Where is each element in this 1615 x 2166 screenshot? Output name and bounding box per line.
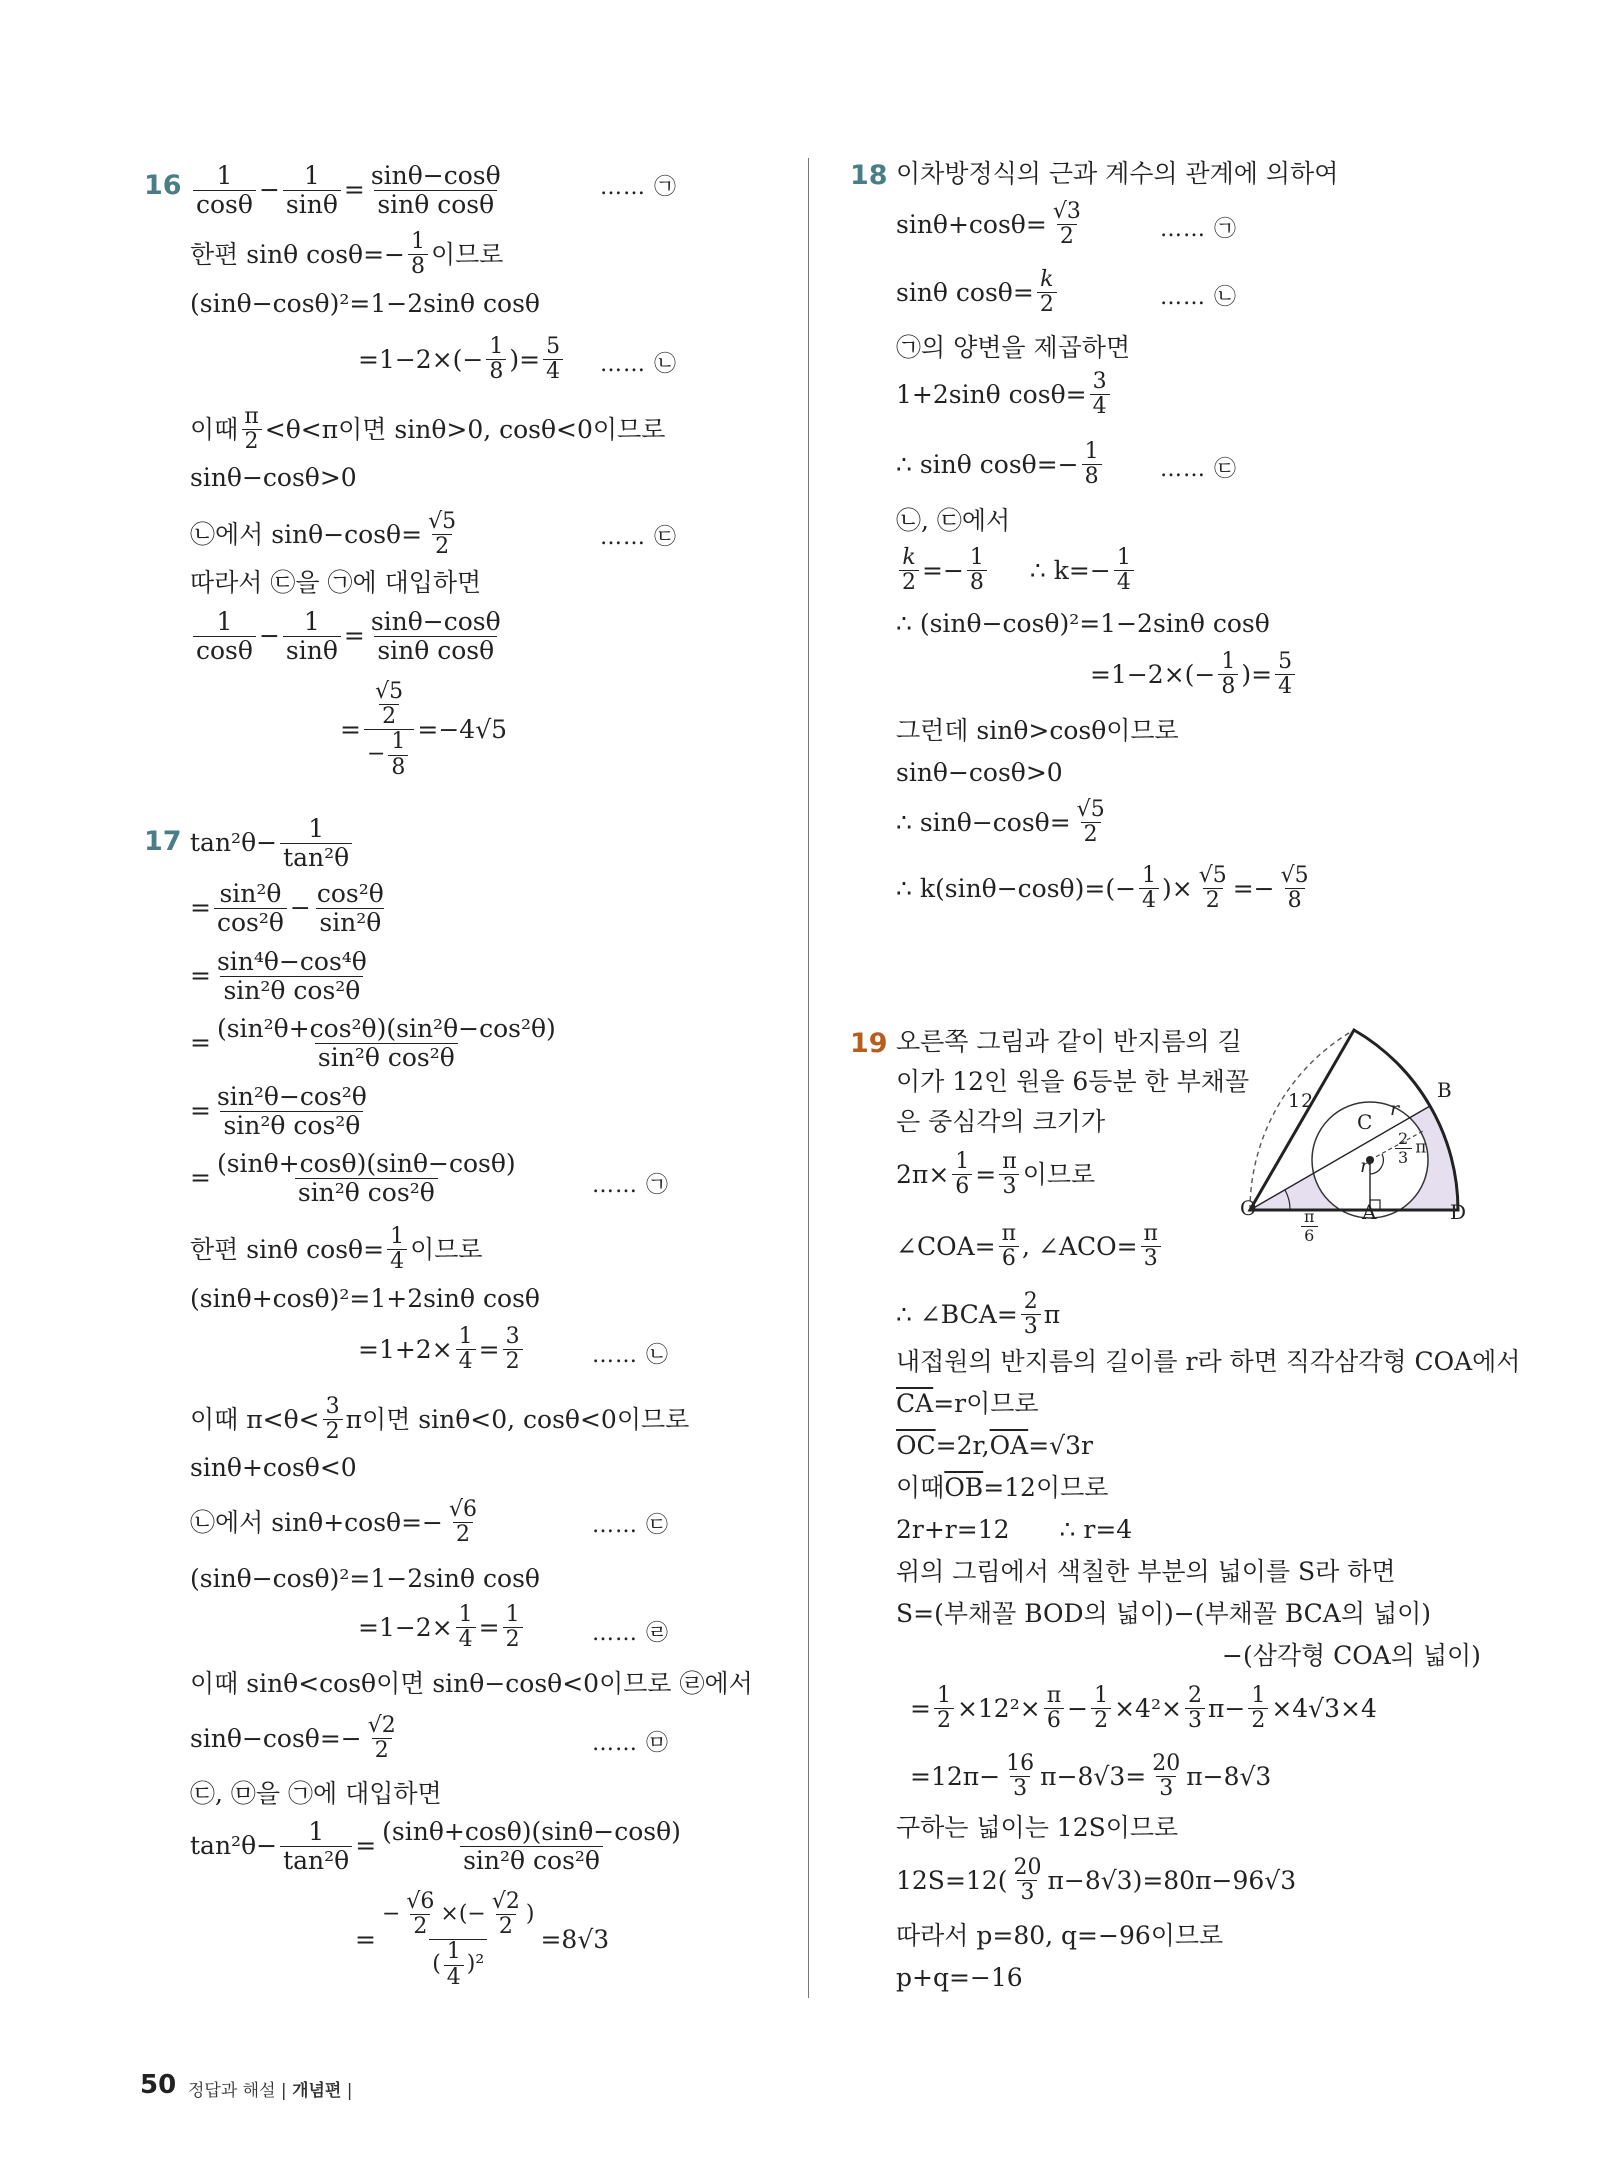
page-number: 50 [140,2070,177,2100]
p17-eq7: = − $\frac{√6}{2}$ ×(− $\frac{√2}{2}$ ) ( $\frac{1}{4}$ )² =8√3 [355,1889,610,1990]
p19-line4: ∠COA= $\frac{\pi}{6}$ , ∠ACO= $\frac{\pi}{3}$ [896,1222,1164,1271]
fig-label-angle-c: $\frac{2}{3}$ π [1392,1130,1427,1166]
p19-line11: 위의 그림에서 색칠한 부분의 넓이를 S라 하면 [896,1557,1396,1586]
fig-label-r1: r [1390,1098,1401,1120]
p17-line10: sinθ−cosθ=− $\frac{√2}{2}$ [190,1713,396,1764]
p19-line5: ∴ ∠BCA= $\frac{2}{3}$ π [896,1289,1061,1340]
p19-line18: 따라서 p=80, q=−96이므로 [896,1921,1224,1950]
p18-line7: $\frac{k}{2}$ =− $\frac{1}{8}$ ∴ k=− $\frac{1}{4}$ [896,546,1137,595]
p19-line3: 2π× $\frac{1}{6}$ = $\frac{\pi}{3}$ 이므로 [896,1149,1096,1200]
p17-eq2: = $\frac{\text{sin⁴θ−cos⁴θ}}{\text{sin²θ cos²θ}}$ [190,947,367,1005]
p17-eq5: = $\frac{(\sin\theta+\cos\theta)(\sin\theta-\cos\theta)}{\text{sin²θ cos²θ}}$ [190,1149,516,1207]
problem-number-16: 16 [144,170,182,201]
sector-figure [1230,1010,1480,1240]
fig-label-B: B [1437,1078,1453,1102]
fig-label-A: A [1362,1200,1378,1224]
p17-line7: (sinθ−cosθ)²=1−2sinθ cosθ [190,1564,540,1593]
p17-line6: ㉡에서 sinθ+cosθ=− $\frac{√6}{2}$ [190,1497,478,1548]
p17-line2: (sinθ+cosθ)²=1+2sinθ cosθ [190,1284,540,1313]
p18-line4: 1+2sinθ cosθ= $\frac{3}{4}$ [896,370,1113,419]
p19-line7: $\overline{CA}$ =r이므로 [896,1389,1039,1418]
p17-tag1: …… ㉠ [592,1173,669,1198]
p19-line19: p+q=−16 [896,1963,1023,1992]
p17-eq6: tan²θ− $\frac{1}{\text{tan²θ}}$ = $\frac{(\sin\theta+\cos\theta)(\sin\theta-\cos\theta)}{\text{sin²θ cos²θ}}$ [190,1817,681,1875]
p16-line7: 따라서 ㉢을 ㉠에 대입하면 [190,568,482,597]
fig-label-D: D [1450,1200,1468,1224]
p17-eq1: = $\frac{\text{sin²θ}}{\text{cos²θ}}$ − $\frac{\text{cos²θ}}{\text{sin²θ}}$ [190,879,384,937]
p18-tag1: …… ㉠ [1160,217,1237,242]
p16-eq1: $\frac{1}{\cos\theta}$ − $\frac{1}{\sin\theta}$ = $\frac{\sin\theta-\cos\theta}{\text{sinθ cosθ}}$ [190,162,507,218]
p19-line16: 구하는 넓이는 12S이므로 [896,1813,1179,1842]
problem-number-17: 17 [144,826,182,857]
p19-line13: −(삼각형 COA의 넓이) [1222,1641,1481,1670]
problem-number-18: 18 [850,160,888,191]
p16-line3: =1−2×(− $\frac{1}{8}$ )= $\frac{5}{4}$ [358,335,566,384]
p16-line5: sinθ−cosθ>0 [190,463,357,492]
p19-line15: =12π− $\frac{16}{3}$ π−8√3= $\frac{20}{3}$ π−8√3 [910,1751,1272,1802]
p17-tag2: …… ㉡ [592,1343,669,1368]
p16-eq2: $\frac{1}{\cos\theta}$ − $\frac{1}{\sin\theta}$ = $\frac{\sin\theta-\cos\theta}{\text{sinθ cosθ}}$ [190,608,507,664]
p18-line11: sinθ−cosθ>0 [896,758,1063,787]
p17-tag5: …… ㉤ [592,1731,669,1756]
problem-number-19: 19 [850,1028,888,1059]
p17-eq4: = $\frac{\text{sin²θ−cos²θ}}{\text{sin²θ cos²θ}}$ [190,1082,367,1140]
fig-label-angle-o: $\frac{\pi}{6}$ [1298,1208,1322,1244]
p18-tag3: …… ㉢ [1160,457,1237,482]
p19-line8: $\overline{OC}$ =2r, $\overline{OA}$ =√3r [896,1431,1093,1460]
p16-tag3: …… ㉢ [600,525,677,550]
p19-line17: 12S=12( $\frac{20}{3}$ π−8√3)=80π−96√3 [896,1855,1297,1906]
column-divider [808,158,809,1998]
p19-line10: 2r+r=12 ∴ r=4 [896,1515,1133,1544]
p19-line9: 이때 $\overline{OB}$ =12이므로 [896,1473,1109,1502]
fig-label-12: 12 [1288,1090,1315,1112]
p17-line0: tan²θ− $\frac{1}{\text{tan²θ}}$ [190,815,355,871]
p19-line6: 내접원의 반지름의 길이를 r라 하면 직각삼각형 COA에서 [896,1347,1521,1376]
p19-line0: 오른쪽 그림과 같이 반지름의 길 [896,1027,1242,1056]
p16-line6: ㉡에서 sinθ−cosθ= $\frac{√5}{2}$ [190,509,457,560]
p17-line3: =1+2× $\frac{1}{4}$ = $\frac{3}{2}$ [358,1325,526,1374]
p16-eq3: = $\frac{√5}{2}$ − $\frac{1}{8}$ =−4√5 [340,679,508,780]
p18-line6: ㉡, ㉢에서 [896,506,1011,535]
p18-line12: ∴ sinθ−cosθ= $\frac{√5}{2}$ [896,797,1105,848]
p16-line1: 한편 sinθ cosθ=− $\frac{1}{8}$ 이므로 [190,229,504,280]
p18-line13: ∴ k(sinθ−cosθ)=(− $\frac{1}{4}$ )× $\frac{√5}{2}$ =− $\frac{√5}{8}$ [896,863,1309,914]
p17-eq3: = $\frac{\text{(sin²θ+cos²θ)(sin²θ−cos²θ)}}{\text{sin²θ cos²θ}}$ [190,1014,556,1072]
p17-line11: ㉢, ㉤을 ㉠에 대입하면 [190,1779,442,1808]
p19-line12: S=(부채꼴 BOD의 넓이)−(부채꼴 BCA의 넓이) [896,1599,1432,1628]
fig-label-O: O [1240,1196,1258,1220]
p18-line9: =1−2×(− $\frac{1}{8}$ )= $\frac{5}{4}$ [1090,650,1298,699]
fig-label-r2: r [1360,1155,1371,1177]
p16-tag2: …… ㉡ [600,352,677,377]
p17-line9: 이때 sinθ<cosθ이면 sinθ−cosθ<0이므로 ㉣에서 [190,1669,753,1698]
p16-tag1: …… ㉠ [600,175,677,200]
p16-line2: (sinθ−cosθ)²=1−2sinθ cosθ [190,289,540,318]
p16-line4: 이때 $\frac{\pi}{2}$ <θ<π이면 sinθ>0, cosθ<0이므로 [190,404,666,455]
p18-line2: sinθ cosθ= $\frac{k}{2}$ [896,268,1060,317]
p18-line1: sinθ+cosθ= $\frac{√3}{2}$ [896,199,1081,250]
p19-line2: 은 중심각의 크기가 [896,1107,1106,1136]
p17-line4: 이때 π<θ< $\frac{3}{2}$ π이면 sinθ<0, cosθ<0이므로 [190,1394,690,1445]
p19-line1: 이가 12인 원을 6등분 한 부채꼴 [896,1067,1250,1096]
p17-line5: sinθ+cosθ<0 [190,1453,357,1482]
p17-line8: =1−2× $\frac{1}{4}$ = $\frac{1}{2}$ [358,1603,526,1652]
p19-line14: = $\frac{1}{2}$ ×12²× $\frac{\pi}{6}$ − $\frac{1}{2}$ ×4²× $\frac{2}{3}$ π− $\frac{1}{2}$ ×4√3×4 [910,1683,1377,1734]
p17-tag4: …… ㉣ [592,1621,669,1646]
p17-line1: 한편 sinθ cosθ= $\frac{1}{4}$ 이므로 [190,1224,483,1275]
p18-tag2: …… ㉡ [1160,285,1237,310]
fig-label-C: C [1357,1110,1374,1134]
p18-line3: ㉠의 양변을 제곱하면 [896,333,1131,362]
p18-line8: ∴ (sinθ−cosθ)²=1−2sinθ cosθ [896,609,1270,638]
p17-tag3: …… ㉢ [592,1513,669,1538]
p18-line10: 그런데 sinθ>cosθ이므로 [896,716,1179,745]
p18-line5: ∴ sinθ cosθ=− $\frac{1}{8}$ [896,440,1105,489]
p18-line0: 이차방정식의 근과 계수의 관계에 의하여 [896,159,1339,188]
footer-title: 정답과 해설 | 개념편 | [188,2081,353,2101]
